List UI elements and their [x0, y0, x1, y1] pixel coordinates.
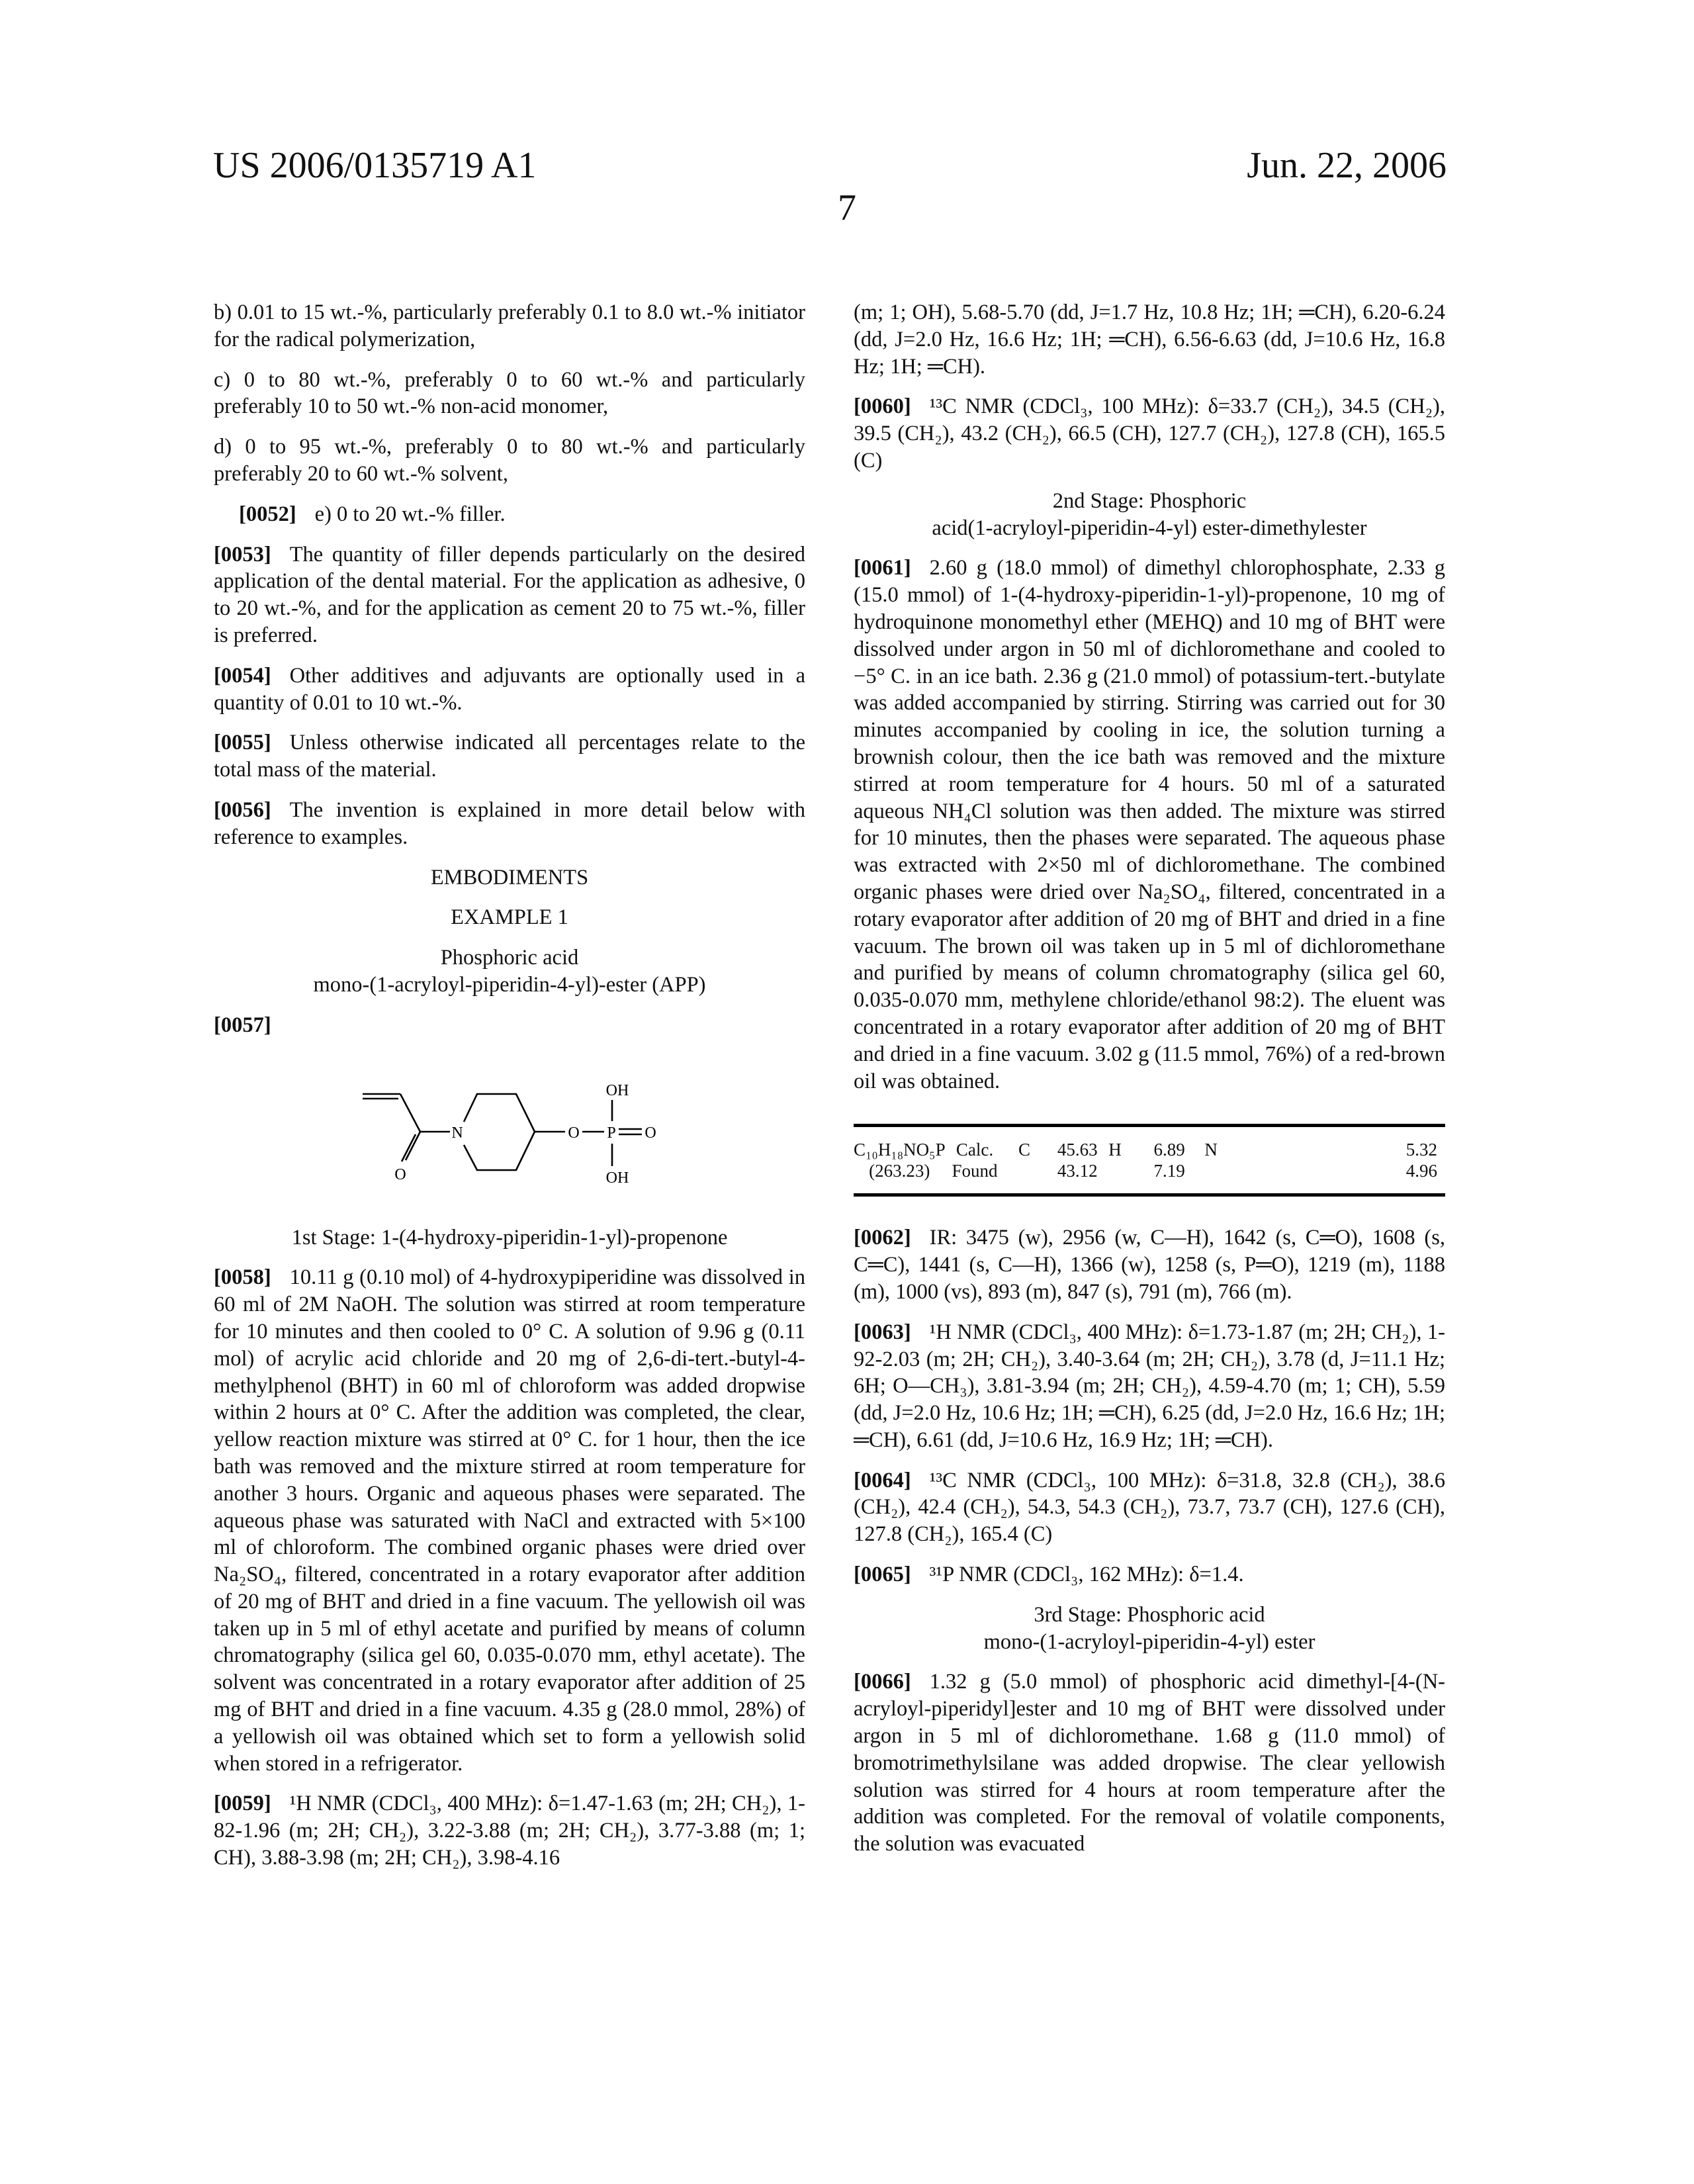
- claim-item-c: c) 0 to 80 wt.-%, preferably 0 to 60 wt.-% and particularly preferably 10 to 50 wt.-% non-acid monomer,: [214, 367, 805, 421]
- section-heading-embodiments: EMBODIMENTS: [214, 864, 805, 891]
- element-label-n: N: [1185, 1126, 1237, 1161]
- paragraph-0055: [214, 729, 805, 784]
- paragraph-0064: [854, 1467, 1445, 1548]
- element-label-c: [1004, 1160, 1044, 1195]
- paragraph-text: ¹³C NMR (CDCl₃, 100 MHz): δ=33.7 (CH₂), 34.5 (CH₂), 39.5 (CH₂), 43.2 (CH₂), 66.5 (CH), 127.7 (CH₂), 127.8 (CH), 165.5 (C): [854, 394, 1445, 473]
- paragraph-text: IR: 3475 (w), 2956 (w, C—H), 1642 (s, C═O), 1608 (s, C═C), 1441 (s, C—H), 1366 (w), 1258 (s, P═O), 1219 (m), 1188 (m), 1000 (vs), 893 (m), 847 (s), 791 (m), 766 (m).: [854, 1226, 1445, 1304]
- atom-label-n: N: [451, 1124, 463, 1142]
- elemental-analysis-table: [854, 1124, 1445, 1197]
- paragraph-0056: [214, 797, 805, 851]
- element-label-c: C: [1004, 1126, 1044, 1161]
- paragraph-number: [0066]: [854, 1670, 911, 1694]
- molar-mass-cell: (263.23): [854, 1160, 946, 1195]
- paragraph-text: ¹H NMR (CDCl₃, 400 MHz): δ=1.73-1.87 (m; 2H; CH₂), 1-92-2.03 (m; 2H; CH₂), 3.40-3.64 (m; 2H; CH₂), 3.78 (d, J=11.1 Hz; 6H; O—CH₃), 3.81-3.94 (m; 2H; CH₂), 4.59-4.70 (m; 1; CH), 5.59 (dd, J=2.0 Hz, 10.6 Hz; 1H; ═CH), 6.25 (dd, J=2.0 Hz, 16.6 Hz; 1H; ═CH), 6.61 (dd, J=10.6 Hz, 16.9 Hz; 1H; ═CH).: [854, 1320, 1445, 1452]
- paragraph-text: ¹H NMR (CDCl₃, 400 MHz): δ=1.47-1.63 (m; 2H; CH₂), 1-82-1.96 (m; 2H; CH₂), 3.22-3.88 (m; 2H; CH₂), 3.77-3.88 (m; 1; CH), 3.88-3.98 (m; 2H; CH₂), 3.98-4.16: [214, 1792, 805, 1870]
- paragraph-number: [0055]: [214, 731, 271, 754]
- paragraph-number: [0060]: [854, 394, 911, 418]
- paragraph-text: 10.11 g (0.10 mol) of 4-hydroxypiperidine was dissolved in 60 ml of 2M NaOH. The solution was stirred at room temperature for 10 minutes and then cooled to 0° C. A solution of 9.96 g (0.11 mol) of acrylic acid chloride and 20 mg of 2,6-di-tert.-butyl-4-methylphenol (BHT) in 60 ml of chloroform was added dropwise within 2 hours at 0° C. After the addition was completed, the clear, yellow reaction mixture was stirred at 0° C. for 1 hour, then the ice bath was removed and the mixture stirred at room temperature for another 3 hours. Organic and aqueous phases were separated. The aqueous phase was saturated with NaCl and extracted with 5×100 ml of chloroform. The combined organic phases were dried over Na₂SO₄, filtered, concentrated in a rotary evaporator after addition of 20 mg of BHT and dried in a fine vacuum. The yellowish oil was taken up in 5 ml of ethyl acetate and purified by means of column chromatography (silica gel 60, 0.035-0.070 mm, ethyl acetate). The solvent was concentrated in a rotary evaporator after addition of 25 mg of BHT and dried in a fine vacuum. 4.35 g (28.0 mmol, 28%) of a yellowish oil was obtained which set to form a yellowish solid when stored in a refrigerator.: [214, 1265, 805, 1775]
- paragraph-number: [0056]: [214, 798, 271, 822]
- atom-label-o-carbonyl: O: [394, 1166, 406, 1183]
- kind-cell: Found: [946, 1160, 1004, 1195]
- paragraph-0065: [854, 1561, 1445, 1588]
- paragraph-number: [0053]: [214, 543, 271, 567]
- value-c: 43.12: [1045, 1160, 1098, 1195]
- paragraph-0059: [214, 1790, 805, 1871]
- paragraph-number: [0061]: [854, 556, 911, 580]
- paragraph-text: The invention is explained in more detail below with reference to examples.: [214, 798, 805, 849]
- paragraph-0062: [854, 1224, 1445, 1305]
- formula-cell: C₁₀H₁₈NO₅P: [854, 1126, 946, 1161]
- paragraph-text: e) 0 to 20 wt.-% filler.: [315, 502, 506, 526]
- atom-label-o-double: O: [645, 1124, 656, 1142]
- paragraph-text: 2.60 g (18.0 mmol) of dimethyl chlorophosphate, 2.33 g (15.0 mmol) of 1-(4-hydroxy-piperidin-1-yl)-propenone, 10 mg of hydroquinone monomethyl ether (MEHQ) and 10 mg of BHT were dissolved under argon in 50 ml of dichloromethane and cooled to −5° C. in an ice bath. 2.36 g (21.0 mmol) of potassium-tert.-butylate was added accompanied by stirring. Stirring was carried out for 30 minutes accompanied by cooling in ice, the solution turning a brownish colour, then the ice bath was removed and the mixture stirred at room temperature for 4 hours. 50 ml of a saturated aqueous NH₄Cl solution was then added. The mixture was stirred for 10 minutes, then the phases were separated. The aqueous phase was extracted with 2×50 ml of dichloromethane. The combined organic phases were dried over Na₂SO₄, filtered, concentrated in a rotary evaporator after addition of 20 mg of BHT and dried in a fine vacuum. The brown oil was taken up in 5 ml of dichloromethane and purified by means of column chromatography (silica gel 60, 0.035-0.070 mm, methylene chloride/ethanol 98:2). The eluent was concentrated in a rotary evaporator after addition of 20 mg of BHT and dried in a fine vacuum. 3.02 g (11.5 mmol, 76%) of a red-brown oil was obtained.: [854, 556, 1445, 1093]
- atom-label-oh-bottom: OH: [606, 1169, 629, 1187]
- value-c: 45.63: [1045, 1126, 1098, 1161]
- paragraph-number: [0057]: [214, 1013, 271, 1037]
- paragraph-0054: [214, 662, 805, 717]
- value-n: 4.96: [1237, 1160, 1445, 1195]
- value-n: 5.32: [1237, 1126, 1445, 1161]
- paragraph-text: The quantity of filler depends particularly on the desired application of the dental material. For the application as adhesive, 0 to 20 wt.-%, and for the application as cement 20 to 75 wt.-%, filler is preferred.: [214, 543, 805, 647]
- paragraph-text: Unless otherwise indicated all percentages relate to the total mass of the material.: [214, 731, 805, 782]
- atom-label-p: P: [607, 1124, 615, 1142]
- paragraph-0060: [854, 393, 1445, 474]
- compound-title-line-2: mono-(1-acryloyl-piperidin-4-yl)-ester (APP): [214, 972, 805, 999]
- atom-label-oh-top: OH: [606, 1082, 629, 1099]
- paragraph-0058: [214, 1264, 805, 1777]
- paragraph-number: [0064]: [854, 1469, 911, 1492]
- compound-title-line-1: Phosphoric acid: [214, 944, 805, 972]
- paragraph-text: ³¹P NMR (CDCl₃, 162 MHz): δ=1.4.: [930, 1563, 1244, 1586]
- paragraph-0057: [214, 1012, 805, 1039]
- paragraph-number: [0063]: [854, 1320, 911, 1344]
- kind-cell: Calc.: [946, 1126, 1004, 1161]
- stage-1-heading: 1st Stage: 1-(4-hydroxy-piperidin-1-yl)-propenone: [214, 1224, 805, 1251]
- paragraph-0063: [854, 1319, 1445, 1454]
- paragraph-number: [0058]: [214, 1265, 271, 1289]
- paragraph-0052: [214, 501, 805, 528]
- paragraph-text: Other additives and adjuvants are optionally used in a quantity of 0.01 to 10 wt.-%.: [214, 664, 805, 715]
- element-label-n: [1185, 1160, 1237, 1195]
- paragraph-number: [0052]: [239, 502, 296, 526]
- paragraph-0061: [854, 555, 1445, 1095]
- stage-3-heading-line-2: mono-(1-acryloyl-piperidin-4-yl) ester: [854, 1629, 1445, 1656]
- paragraph-number: [0059]: [214, 1792, 271, 1815]
- paragraph-0059-continued: (m; 1; OH), 5.68-5.70 (dd, J=1.7 Hz, 10.8 Hz; 1H; ═CH), 6.20-6.24 (dd, J=2.0 Hz, 16.6 Hz; 1H; ═CH), 6.56-6.63 (dd, J=10.6 Hz, 16.8 Hz; 1H; ═CH).: [854, 299, 1445, 380]
- paragraph-number: [0062]: [854, 1226, 911, 1250]
- paragraph-0053: [214, 541, 805, 649]
- paragraph-text: ¹³C NMR (CDCl₃, 100 MHz): δ=31.8, 32.8 (CH₂), 38.6 (CH₂), 42.4 (CH₂), 54.3, 54.3 (CH₂), 73.7, 73.7 (CH), 127.6 (CH), 127.8 (CH₂), 165.4 (C): [854, 1469, 1445, 1547]
- paragraph-text: 1.32 g (5.0 mmol) of phosphoric acid dimethyl-[4-(N-acryloyl-piperidyl]ester and 10 mg of BHT were dissolved under argon in 5 ml of dichloromethane. 1.68 g (11.0 mmol) of bromotrimethylsilane was added dropwise. The clear yellowish solution was stirred for 4 hours at room temperature after the addition was completed. For the removal of volatile components, the solution was evacuated: [854, 1670, 1445, 1856]
- value-h: 6.89: [1132, 1126, 1185, 1161]
- publication-date: Jun. 22, 2006: [1247, 144, 1447, 187]
- right-column: [854, 299, 1445, 1871]
- element-label-h: H: [1098, 1126, 1133, 1161]
- table-row: [854, 1126, 1445, 1161]
- left-column: [214, 299, 805, 1885]
- stage-2-heading-line-1: 2nd Stage: Phosphoric: [854, 488, 1445, 515]
- table-row: [854, 1160, 1445, 1195]
- claim-item-b: b) 0.01 to 15 wt.-%, particularly preferably 0.1 to 8.0 wt.-% initiator for the radical polymerization,: [214, 299, 805, 353]
- value-h: 7.19: [1132, 1160, 1185, 1195]
- page-number: 7: [0, 187, 1694, 229]
- publication-number: US 2006/0135719 A1: [213, 144, 537, 187]
- claim-item-d: d) 0 to 95 wt.-%, preferably 0 to 80 wt.-% and particularly preferably 20 to 60 wt.-% solvent,: [214, 433, 805, 488]
- paragraph-number: [0065]: [854, 1563, 911, 1586]
- stage-3-heading-line-1: 3rd Stage: Phosphoric acid: [854, 1602, 1445, 1629]
- paragraph-number: [0054]: [214, 664, 271, 688]
- paragraph-0066: [854, 1668, 1445, 1858]
- example-heading: EXAMPLE 1: [214, 904, 805, 931]
- atom-label-o-ester: O: [568, 1124, 579, 1142]
- chemical-structure-app: [214, 1052, 805, 1198]
- stage-2-heading-line-2: acid(1-acryloyl-piperidin-4-yl) ester-dimethylester: [854, 515, 1445, 542]
- element-label-h: [1098, 1160, 1133, 1195]
